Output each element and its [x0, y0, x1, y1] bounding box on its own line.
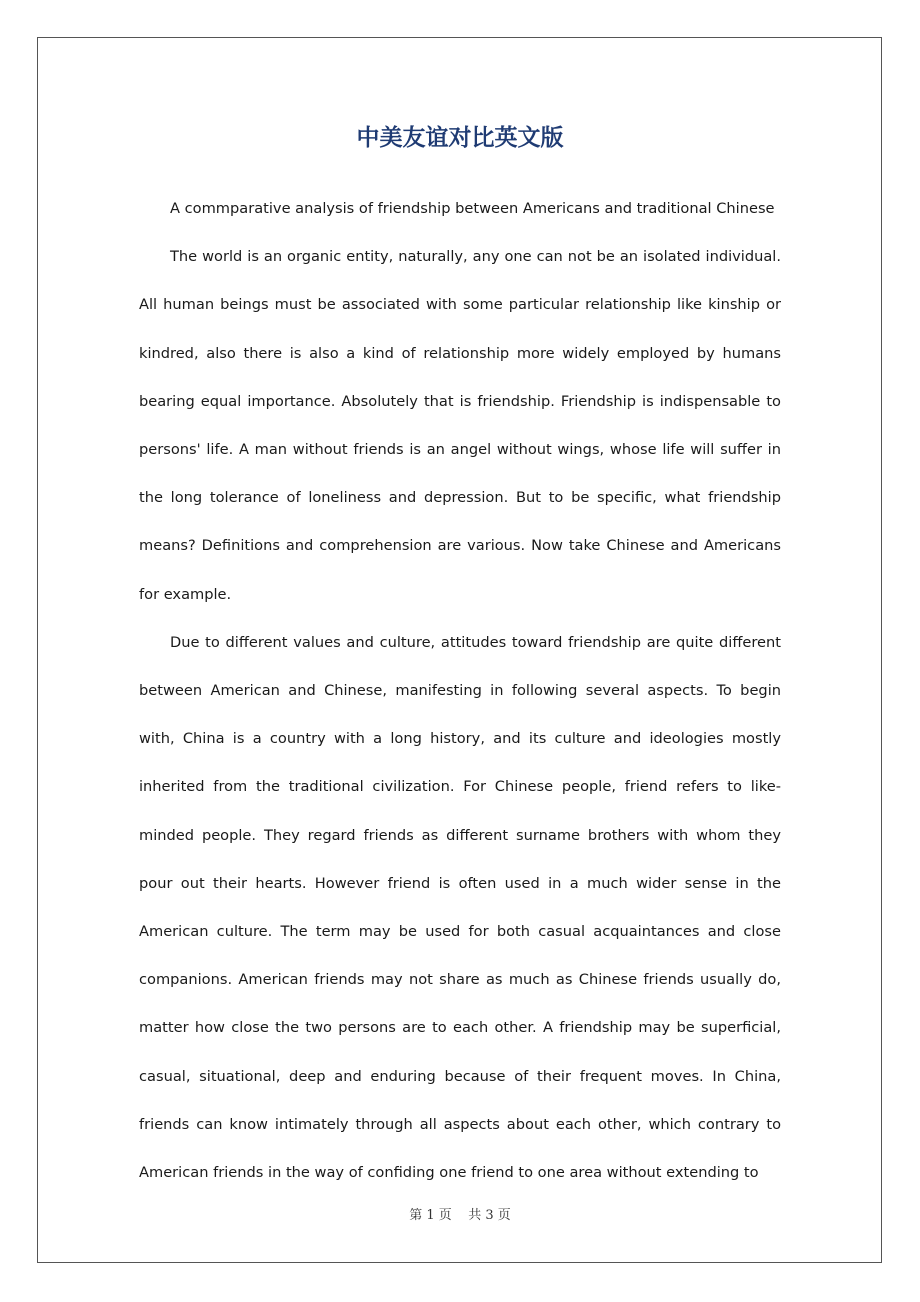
page-total: 共 3 页 [468, 1208, 511, 1223]
page-number: 第 1 页 [409, 1208, 452, 1223]
paragraph-comparison: Due to different values and culture, attitudes toward friendship are quite different between American and Chinese, manifesting in following several aspects. To begin with, China is a country with a long history, and its culture and ideologies mostly inherited from the traditional civilization. For Chinese people, friend refers to like-minded people. They regard friends as different surname brothers with whom they pour out their hearts. However friend is often used in a much wider sense in the American culture. The term may be used for both casual acquaintances and close companions. American friends may not share as much as Chinese friends usually do, matter how close the two persons are to each other. A friendship may be superficial, casual, situational, deep and enduring because of their frequent moves. In China, friends can know intimately through all aspects about each other, which contrary to American friends in the way of confiding one friend to one area without extending to [139, 633, 781, 1182]
paragraph-subtitle: A commparative analysis of friendship between Americans and traditional Chinese [170, 200, 775, 217]
paragraph-intro: The world is an organic entity, naturally, any one can not be an isolated individual. All human beings must be associated with some particular relationship like kinship or kindred, also there is also a kind of relationship more widely employed by humans bearing equal importance. Absolutely that is friendship. Friendship is indispensable to persons' life. A man without friends is an angel without wings, whose life will suffer in the long tolerance of loneliness and depression. But to be specific, what friendship means? Definitions and comprehension are various. Now take Chinese and Americans for example. [139, 248, 781, 603]
page-footer [0, 1204, 920, 1228]
document-title: 中美友谊对比英文版 [356, 125, 564, 151]
document-body [139, 185, 781, 1197]
